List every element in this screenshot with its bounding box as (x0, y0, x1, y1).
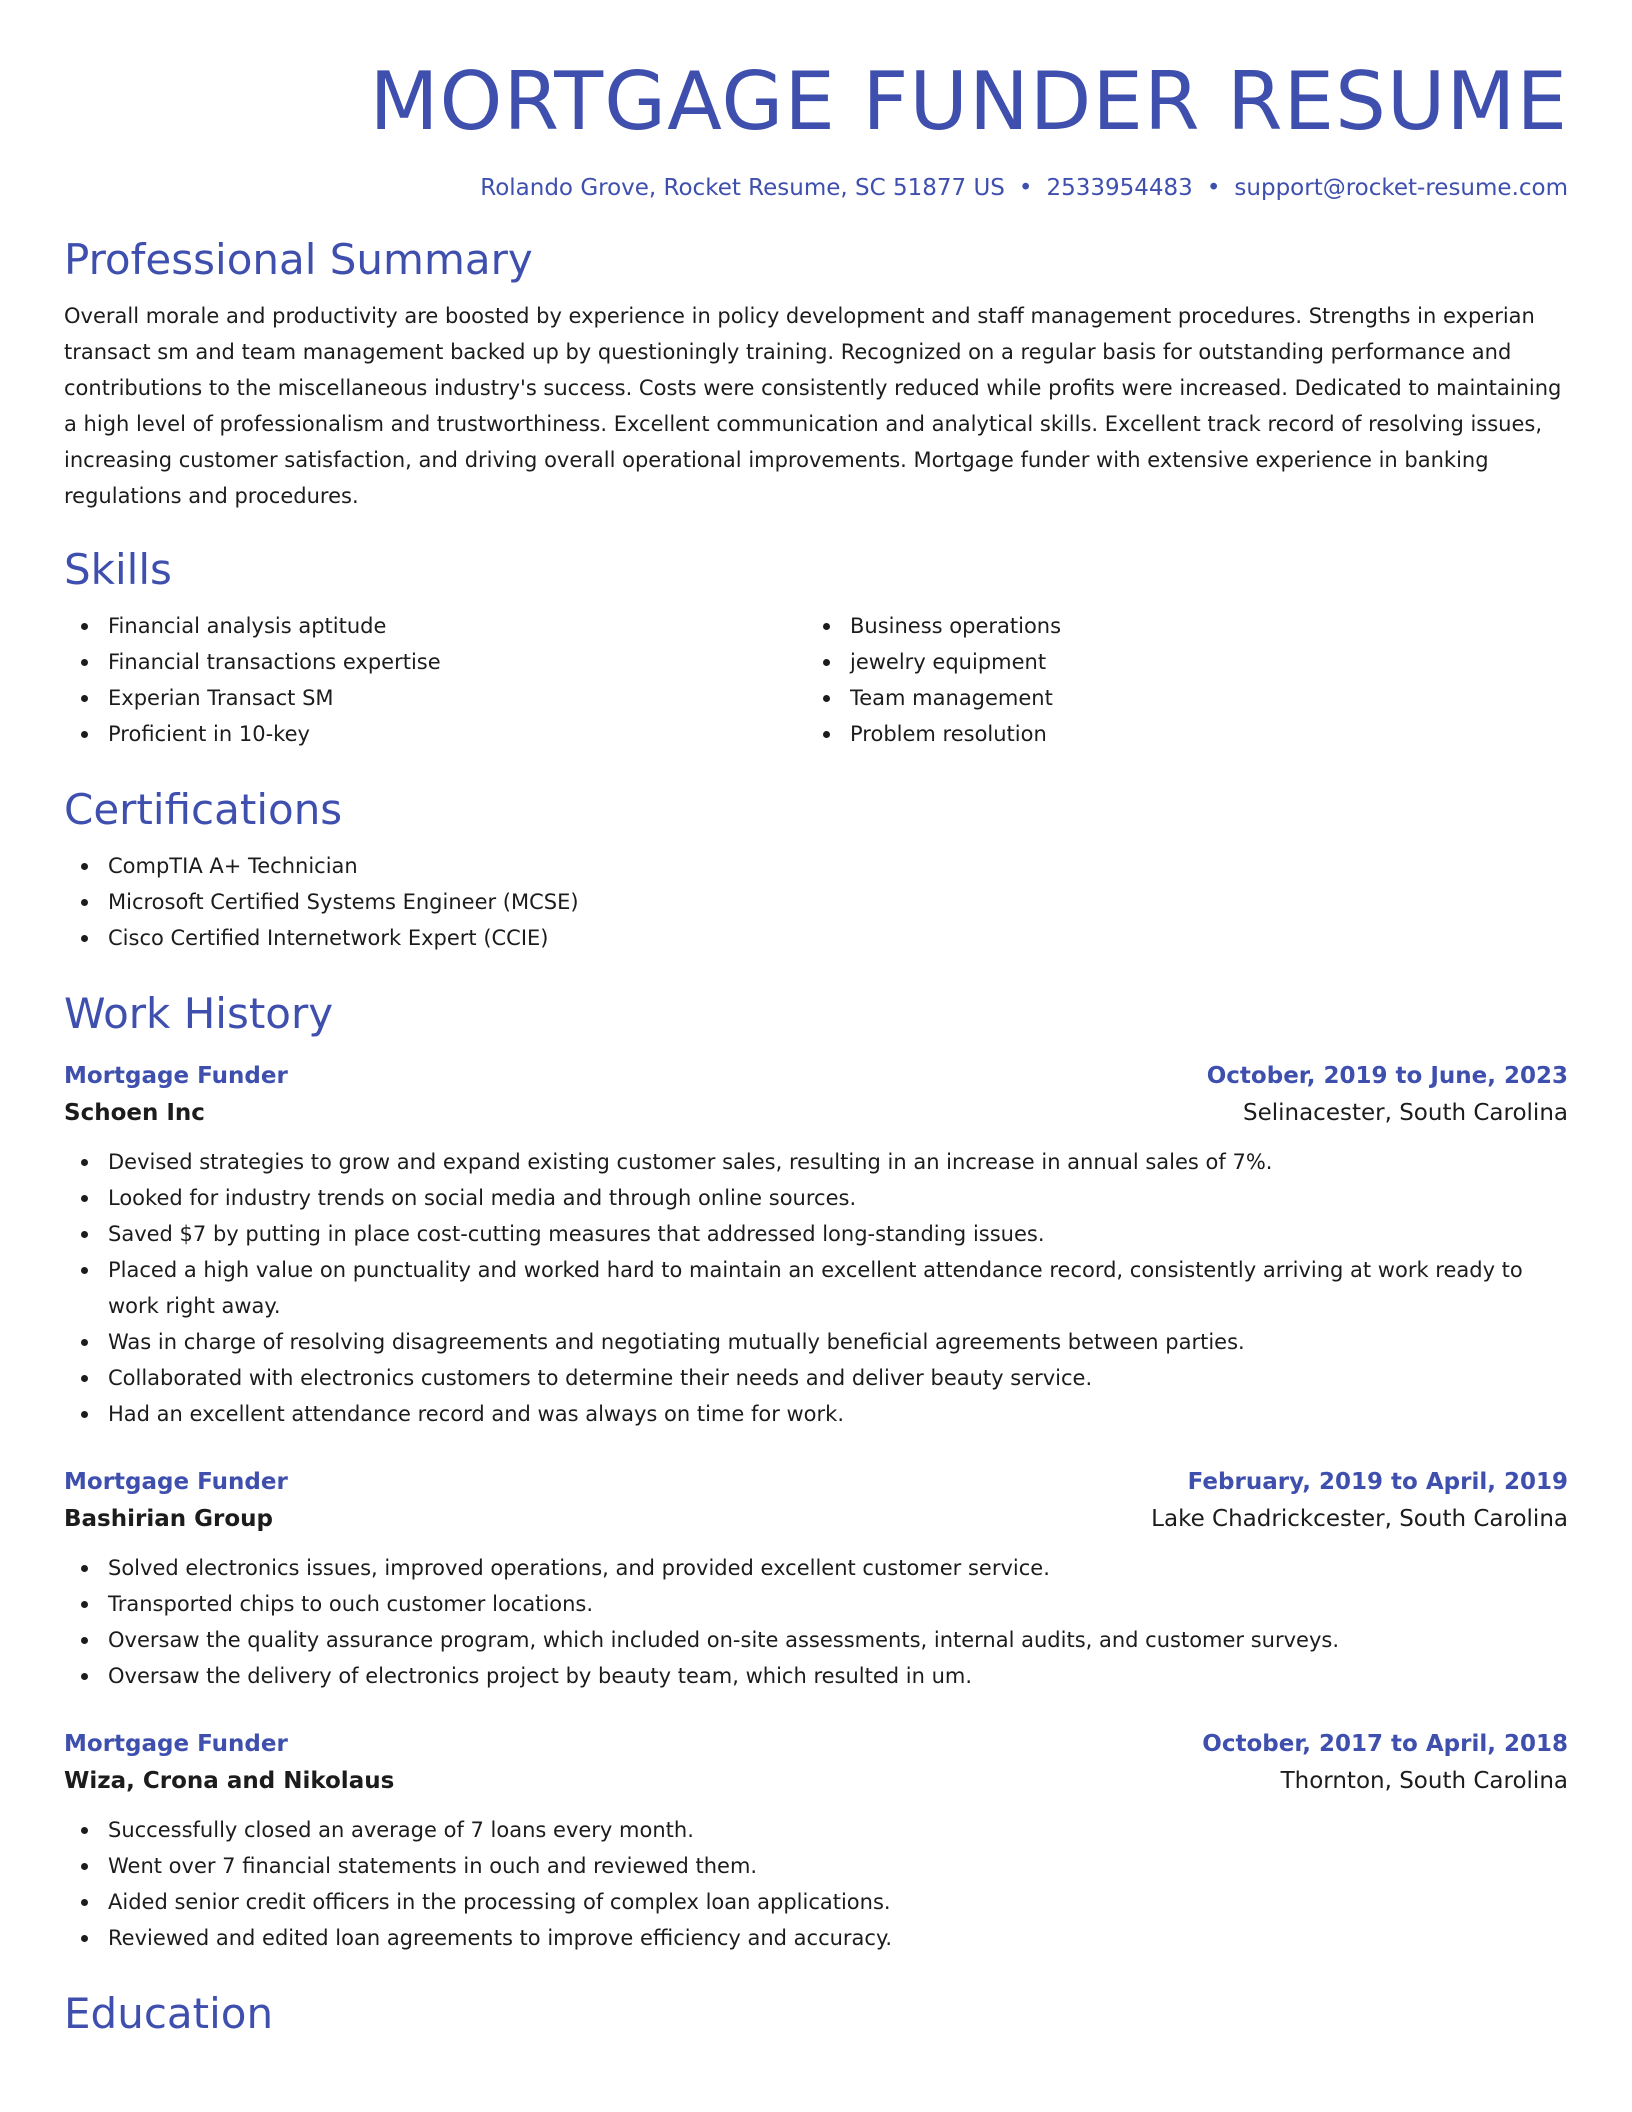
contact-address: Rolando Grove, Rocket Resume, SC 51877 US (480, 175, 1005, 201)
job-dates: October, 2017 to April, 2018 (1202, 1731, 1568, 1757)
contact-line (64, 172, 1568, 204)
job-bullet: Placed a high value on punctuality and worked hard to maintain an excellent attendance record, consistently arriving at work ready to work right away. (64, 1252, 1568, 1324)
job-bullet: Transported chips to ouch customer locations. (64, 1586, 1568, 1622)
skill-item: Problem resolution (806, 716, 1548, 752)
job-company: Bashirian Group (64, 1506, 273, 1532)
certifications-section (64, 782, 1568, 956)
job-entry (64, 1726, 1568, 1956)
job-bullet: Was in charge of resolving disagreements and negotiating mutually beneficial agreements between parties. (64, 1324, 1568, 1360)
job-company: Wiza, Crona and Nikolaus (64, 1768, 395, 1794)
skill-item: Team management (806, 680, 1548, 716)
job-bullet: Had an excellent attendance record and was always on time for work. (64, 1396, 1568, 1432)
job-bullets (64, 1144, 1568, 1432)
job-location: Selinacester, South Carolina (1242, 1100, 1568, 1126)
job-bullet: Successfully closed an average of 7 loans every month. (64, 1812, 1568, 1848)
job-bullet: Aided senior credit officers in the processing of complex loan applications. (64, 1884, 1568, 1920)
education-section (64, 1986, 1568, 2042)
certification-item: CompTIA A+ Technician (64, 848, 1568, 884)
job-bullet: Solved electronics issues, improved operations, and provided excellent customer service. (64, 1550, 1568, 1586)
job-title: Mortgage Funder (64, 1731, 288, 1757)
job-company-row (64, 1762, 1568, 1800)
contact-separator: • (1018, 175, 1033, 201)
job-bullet: Saved $7 by putting in place cost-cutting measures that addressed long-standing issues. (64, 1216, 1568, 1252)
job-company-row (64, 1500, 1568, 1538)
skills-heading: Skills (64, 545, 172, 594)
skills-column-left (64, 608, 806, 752)
job-bullet: Went over 7 financial statements in ouch and reviewed them. (64, 1848, 1568, 1884)
work-history-heading: Work History (64, 989, 334, 1038)
certifications-heading: Certifications (64, 785, 343, 834)
job-bullets (64, 1812, 1568, 1956)
work-history-section (64, 986, 1568, 1956)
job-entry (64, 1464, 1568, 1694)
job-entry (64, 1058, 1568, 1432)
skill-item: jewelry equipment (806, 644, 1548, 680)
job-company: Schoen Inc (64, 1100, 205, 1126)
job-bullet: Reviewed and edited loan agreements to improve efficiency and accuracy. (64, 1920, 1568, 1956)
contact-email: support@rocket-resume.com (1234, 175, 1568, 201)
job-location: Thornton, South Carolina (1280, 1768, 1568, 1794)
job-header-row (64, 1058, 1568, 1094)
summary-heading: Professional Summary (64, 235, 533, 284)
resume-title: MORTGAGE FUNDER RESUME (369, 55, 1568, 148)
job-bullet: Devised strategies to grow and expand existing customer sales, resulting in an increase in annual sales of 7%. (64, 1144, 1568, 1180)
job-header-row (64, 1726, 1568, 1762)
certification-item: Cisco Certified Internetwork Expert (CCIE) (64, 920, 1568, 956)
contact-separator: • (1206, 175, 1221, 201)
job-bullet: Collaborated with electronics customers to determine their needs and deliver beauty service. (64, 1360, 1568, 1396)
job-title: Mortgage Funder (64, 1469, 288, 1495)
resume-page (64, 0, 1568, 2042)
skill-item: Experian Transact SM (64, 680, 806, 716)
job-bullet: Oversaw the delivery of electronics project by beauty team, which resulted in um. (64, 1658, 1568, 1694)
job-dates: February, 2019 to April, 2019 (1187, 1469, 1568, 1495)
contact-phone: 2533954483 (1046, 175, 1193, 201)
job-title: Mortgage Funder (64, 1063, 288, 1089)
job-header-row (64, 1464, 1568, 1500)
skill-item: Business operations (806, 608, 1548, 644)
job-dates: October, 2019 to June, 2023 (1206, 1063, 1568, 1089)
job-company-row (64, 1094, 1568, 1132)
skill-item: Financial transactions expertise (64, 644, 806, 680)
certifications-list (64, 848, 1568, 956)
skills-section (64, 542, 1568, 752)
skill-item: Financial analysis aptitude (64, 608, 806, 644)
skills-grid (64, 608, 1568, 752)
skills-column-right (806, 608, 1548, 752)
education-heading: Education (64, 1989, 274, 2038)
job-bullet: Looked for industry trends on social media and through online sources. (64, 1180, 1568, 1216)
job-location: Lake Chadrickcester, South Carolina (1151, 1506, 1568, 1532)
skills-list-left (64, 608, 806, 752)
certification-item: Microsoft Certified Systems Engineer (MCSE) (64, 884, 1568, 920)
skills-list-right (806, 608, 1548, 752)
summary-section (64, 232, 1568, 514)
skill-item: Proficient in 10-key (64, 716, 806, 752)
job-bullets (64, 1550, 1568, 1694)
job-bullet: Oversaw the quality assurance program, which included on-site assessments, internal audits, and customer surveys. (64, 1622, 1568, 1658)
summary-text: Overall morale and productivity are boosted by experience in policy development and staff management procedures. Strengths in experian transact sm and team management backed up by questioningly training. Recognized on a regular basis for outstanding performance and contributions to the miscellaneous industry's success. Costs were consistently reduced while profits were increased. Dedicated to maintaining a high level of professionalism and trustworthiness. Excellent communication and analytical skills. Excellent track record of resolving issues, increasing customer satisfaction, and driving overall operational improvements. Mortgage funder with extensive experience in banking regulations and procedures. (64, 304, 1562, 508)
